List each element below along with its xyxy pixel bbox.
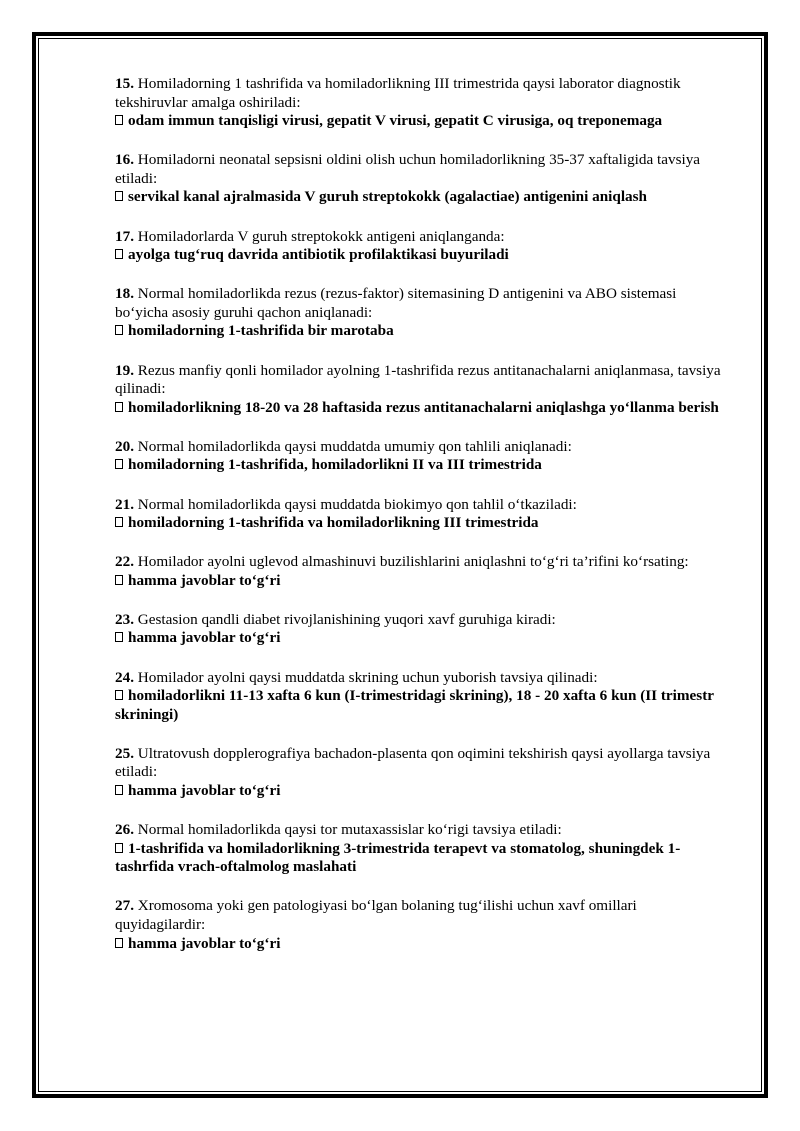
answer-body: 1-tashrifida va homiladorlikning 3-trimestrida terapevt va stomatolog, shuningdek 1-tashrfida vrach-oftalmolog maslahati xyxy=(115,839,681,876)
question-body: Homilador ayolni uglevod almashinuvi buzilishlarini aniqlashni to‘g‘ri ta’rifini ko‘rsating: xyxy=(137,553,689,571)
question-body: Homiladorni neonatal sepsisni oldini olish uchun homiladorlikning 35-37 xaftaligida tavsiya etiladi: xyxy=(115,151,701,187)
question-number: 27. xyxy=(115,897,134,915)
question-body: Ultratovush dopplerografiya bachadon-plasenta qon oqimini tekshirish qaysi ayollarga tavsiya etiladi: xyxy=(115,744,711,781)
question-item xyxy=(115,611,727,648)
answer-body: odam immun tanqisligi virusi, gepatit V virusi, gepatit C virusiga, oq treponemaga xyxy=(128,112,663,130)
question-item xyxy=(115,151,727,207)
question-number: 24. xyxy=(115,668,134,686)
question-body: Normal homiladorlikda qaysi tor mutaxassislar ko‘rigi tavsiya etiladi: xyxy=(137,821,562,839)
answer-body: homiladorning 1-tashrifida bir marotaba xyxy=(128,322,394,340)
question-number: 16. xyxy=(115,151,134,169)
checkbox-icon xyxy=(115,843,123,853)
question-item xyxy=(115,75,727,131)
answer-body: servikal kanal ajralmasida V guruh streptokokk (agalactiae) antigenini aniqlash xyxy=(128,188,647,206)
question-text xyxy=(115,228,727,247)
question-body: Normal homiladorlikda qaysi muddatda biokimyo qon tahlil o‘tkaziladi: xyxy=(137,495,577,513)
question-body: Normal homiladorlikda qaysi muddatda umumiy qon tahlili aniqlanadi: xyxy=(137,437,572,455)
question-list xyxy=(115,75,727,974)
question-text xyxy=(115,669,727,688)
question-item xyxy=(115,821,727,877)
question-body: Homilador ayolni qaysi muddatda skrining uchun yuborish tavsiya qilinadi: xyxy=(137,668,598,686)
checkbox-icon xyxy=(115,938,123,948)
question-number: 26. xyxy=(115,821,134,839)
question-item xyxy=(115,745,727,801)
answer-body: hamma javoblar to‘g‘ri xyxy=(128,782,281,800)
question-text xyxy=(115,438,727,457)
question-text xyxy=(115,285,727,322)
checkbox-icon xyxy=(115,249,123,259)
question-item xyxy=(115,496,727,533)
answer-text xyxy=(115,246,727,265)
checkbox-icon xyxy=(115,517,123,527)
answer-text xyxy=(115,112,727,131)
answer-body: homiladorlikning 18-20 va 28 haftasida rezus antitanachalarni aniqlashga yo‘llanma berish xyxy=(128,398,719,416)
answer-text xyxy=(115,399,727,418)
question-body: Rezus manfiy qonli homilador ayolning 1-tashrifida rezus antitanachalarni aniqlanmasa, tavsiya qilinadi: xyxy=(115,361,721,398)
question-text xyxy=(115,75,727,112)
question-number: 18. xyxy=(115,285,134,303)
answer-text xyxy=(115,782,727,801)
checkbox-icon xyxy=(115,191,123,201)
question-item xyxy=(115,285,727,341)
answer-body: hamma javoblar to‘g‘ri xyxy=(128,571,281,589)
question-body: Normal homiladorlikda rezus (rezus-faktor) sitemasining D antigenini va ABO sistemasi bo‘yicha asosiy guruhi qachon aniqlanadi: xyxy=(115,285,677,321)
question-body: Gestasion qandli diabet rivojlanishining yuqori xavf guruhiga kiradi: xyxy=(137,610,556,628)
answer-text xyxy=(115,629,727,648)
answer-body: homiladorning 1-tashrifida, homiladorlikni II va III trimestrida xyxy=(128,456,542,474)
question-text xyxy=(115,821,727,840)
question-item xyxy=(115,669,727,725)
answer-text xyxy=(115,188,727,207)
answer-body: ayolga tug‘ruq davrida antibiotik profilaktikasi buyuriladi xyxy=(128,246,509,264)
answer-text xyxy=(115,514,727,533)
question-body: Xromosoma yoki gen patologiyasi bo‘lgan bolaning tug‘ilishi uchun xavf omillari quyidagilardir: xyxy=(115,897,637,933)
checkbox-icon xyxy=(115,575,123,585)
answer-body: hamma javoblar to‘g‘ri xyxy=(128,629,281,647)
checkbox-icon xyxy=(115,459,123,469)
question-text xyxy=(115,362,727,399)
question-item xyxy=(115,228,727,265)
question-text xyxy=(115,553,727,572)
question-item xyxy=(115,438,727,475)
answer-text xyxy=(115,456,727,475)
answer-text xyxy=(115,935,727,954)
question-body: Homiladorlarda V guruh streptokokk antigeni aniqlanganda: xyxy=(137,227,505,245)
checkbox-icon xyxy=(115,632,123,642)
question-item xyxy=(115,553,727,590)
checkbox-icon xyxy=(115,690,123,700)
checkbox-icon xyxy=(115,325,123,335)
checkbox-icon xyxy=(115,785,123,795)
checkbox-icon xyxy=(115,402,123,412)
question-text xyxy=(115,611,727,630)
question-item xyxy=(115,897,727,953)
question-number: 20. xyxy=(115,437,134,455)
answer-text xyxy=(115,322,727,341)
answer-text xyxy=(115,840,727,877)
question-number: 19. xyxy=(115,361,134,379)
question-text xyxy=(115,897,727,934)
question-text xyxy=(115,745,727,782)
answer-text xyxy=(115,572,727,591)
question-number: 23. xyxy=(115,610,134,628)
question-item xyxy=(115,362,727,418)
question-text xyxy=(115,151,727,188)
question-number: 21. xyxy=(115,495,134,513)
question-number: 15. xyxy=(115,75,134,92)
question-text xyxy=(115,496,727,515)
answer-text xyxy=(115,687,727,724)
question-number: 25. xyxy=(115,744,134,762)
checkbox-icon xyxy=(115,115,123,125)
question-number: 22. xyxy=(115,553,134,571)
answer-body: hamma javoblar to‘g‘ri xyxy=(128,934,281,952)
answer-body: homiladorning 1-tashrifida va homiladorlikning III trimestrida xyxy=(128,514,539,532)
question-number: 17. xyxy=(115,227,134,245)
question-body: Homiladorning 1 tashrifida va homiladorlikning III trimestrida qaysi laborator diagnostik tekshiruvlar amalga oshiriladi: xyxy=(115,75,681,111)
answer-body: homiladorlikni 11-13 xafta 6 kun (I-trimestridagi skrining), 18 - 20 xafta 6 kun (II trimestr skriningi) xyxy=(115,687,714,723)
